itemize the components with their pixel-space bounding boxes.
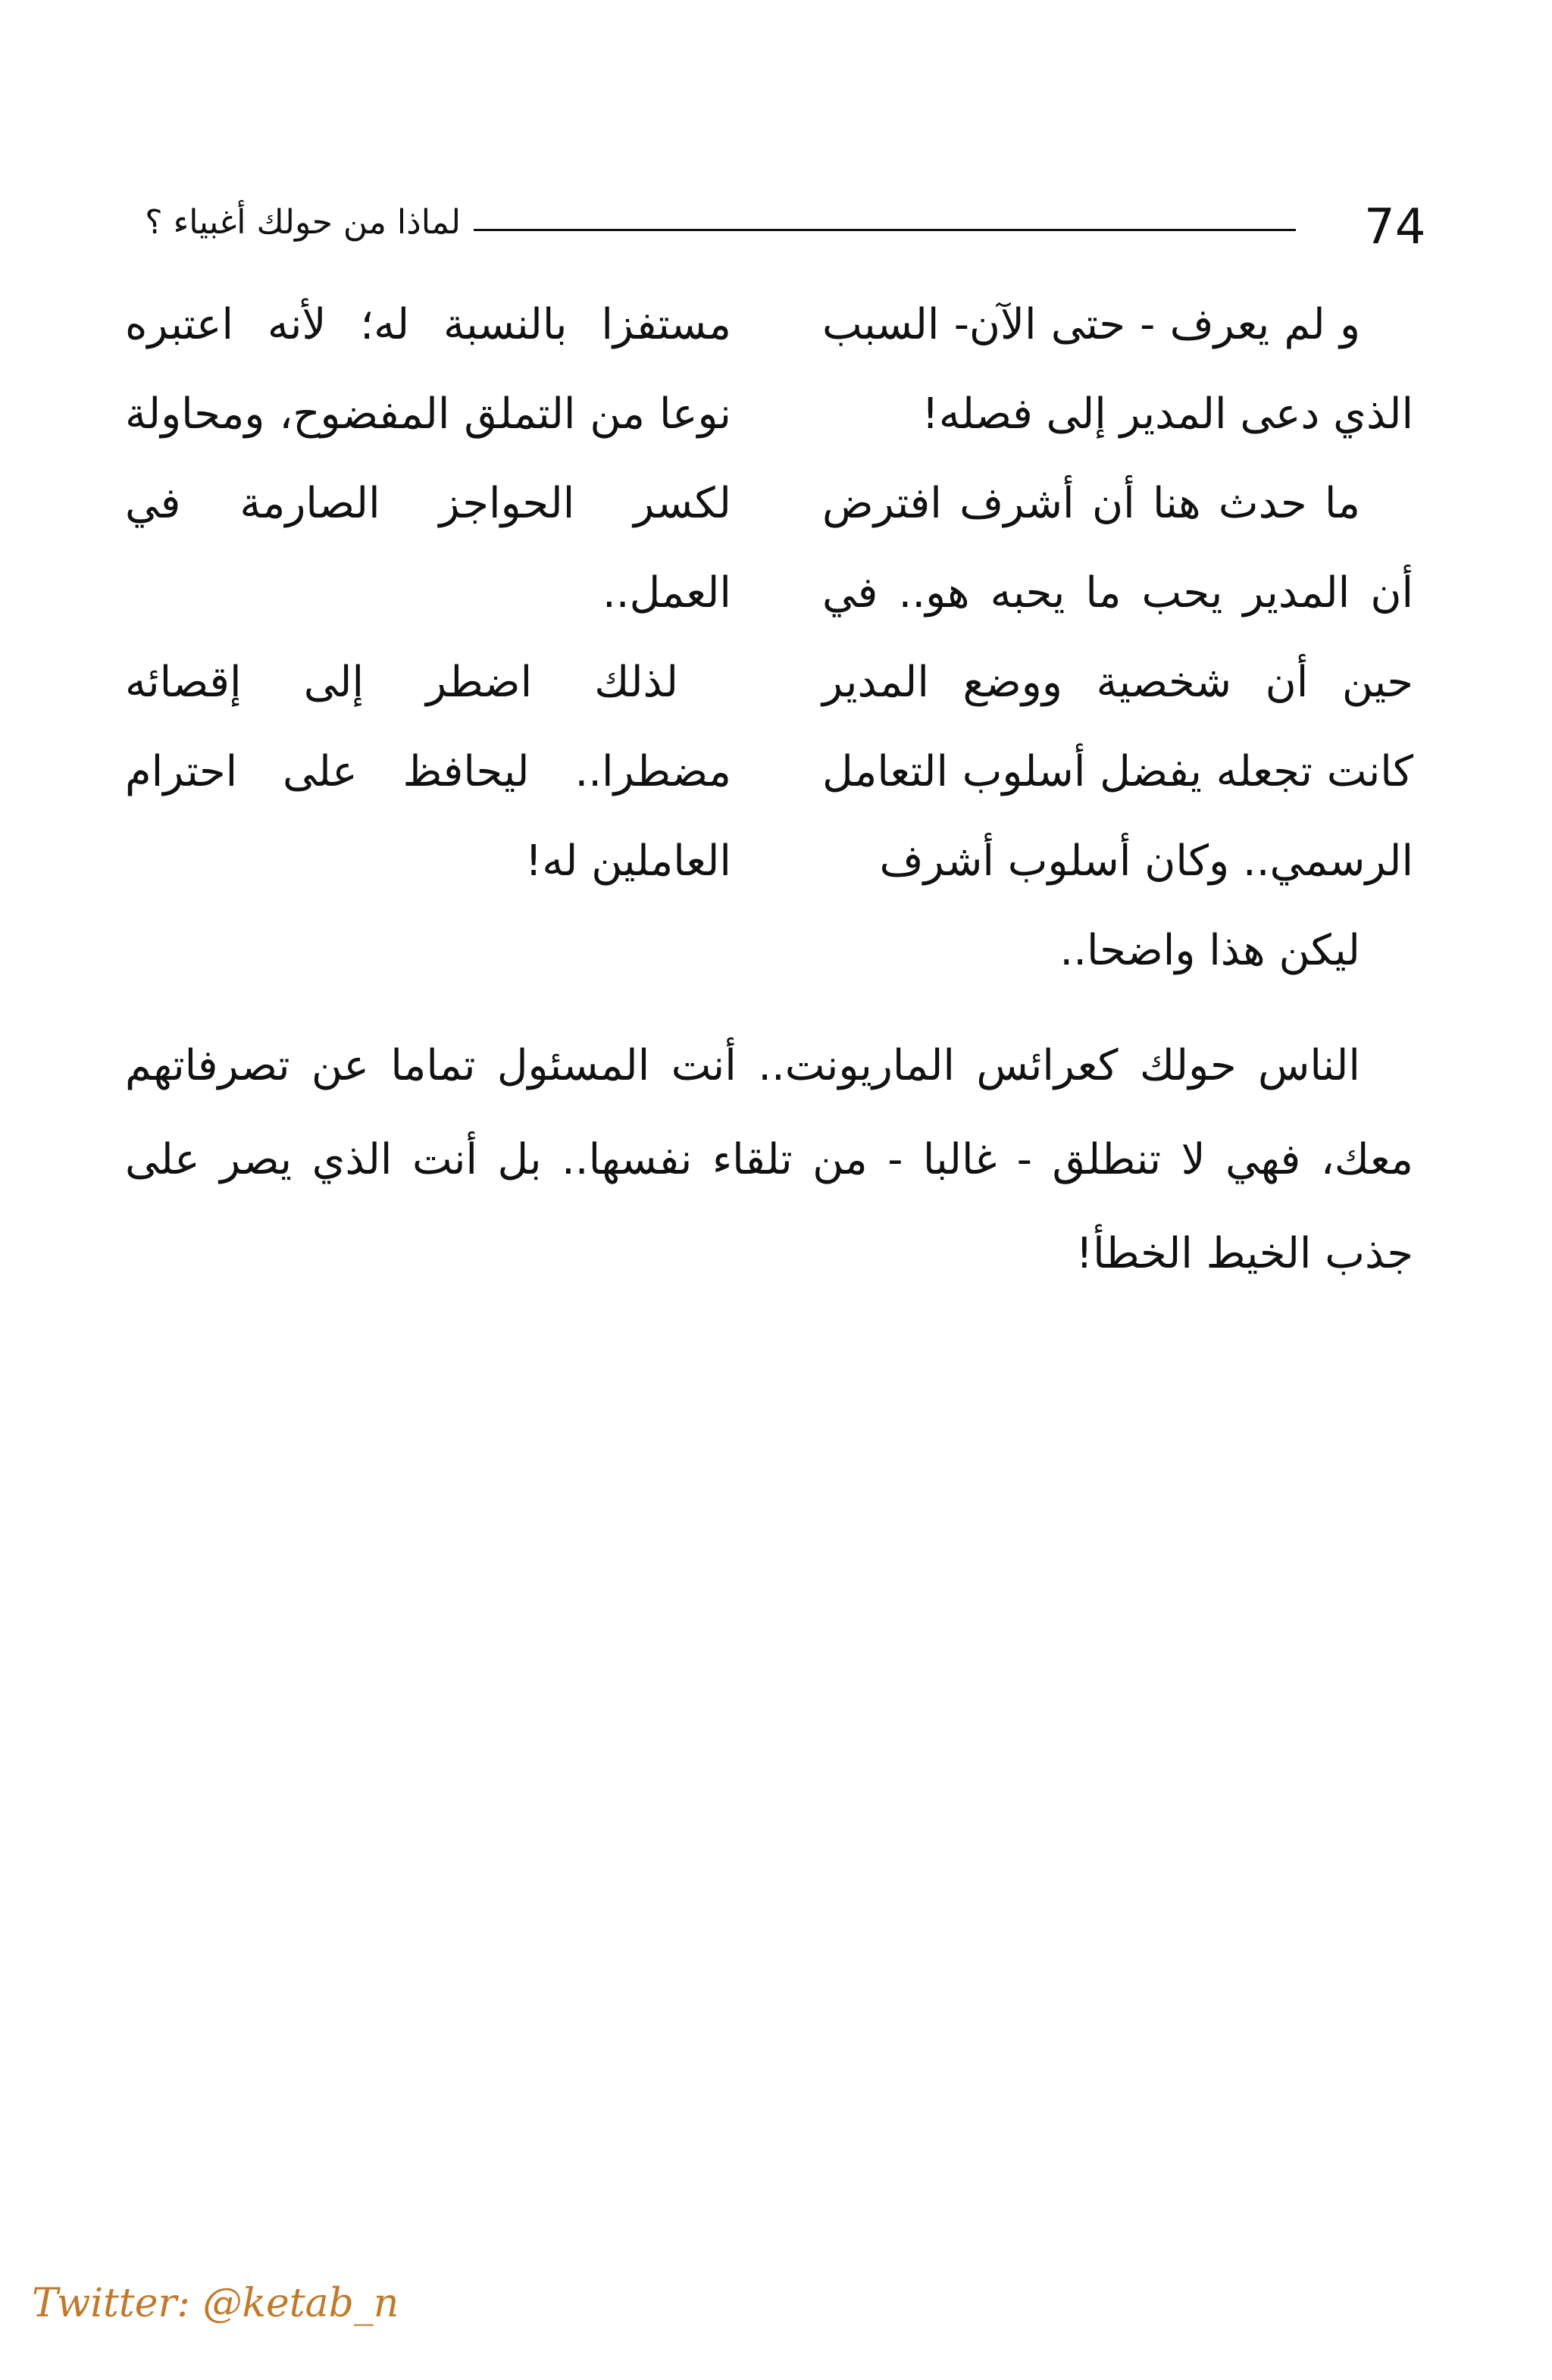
right-column bbox=[822, 280, 1413, 996]
left-column-paragraph-1: مستفزا بالنسبة له؛ لأنه اعتبره نوعا من التملق المفضوح، ومحاولة لكسر الحواجز الصارمة في العمل.. bbox=[125, 300, 731, 618]
left-column-paragraph-2: لذلك اضطر إلى إقصائه مضطرا.. ليحافظ على احترام العاملين له! bbox=[125, 658, 731, 886]
right-column-paragraph-2: ما حدث هنا أن أشرف افترض أن المدير يحب ما يحبه هو.. في حين أن شخصية ووضع المدير كانت تجعله يفضل أسلوب التعامل الرسمي.. وكان أسلوب أشرف bbox=[822, 479, 1413, 886]
body-text bbox=[125, 1019, 1413, 1301]
right-column-paragraph-3: ليكن هذا واضحا.. bbox=[1059, 926, 1360, 975]
page-number: 74 bbox=[1364, 199, 1426, 255]
running-title: لماذا من حولك أغبياء ؟ bbox=[145, 203, 461, 242]
body-paragraph-1: الناس حولك كعرائس الماريونت.. أنت المسئول تماما عن تصرفاتهم معك، فهي لا تنطلق - غالبا - من تلقاء نفسها.. بل أنت الذي يصر على جذب الخيط الخطأ! bbox=[125, 1041, 1413, 1278]
right-column-paragraph-1: و لم يعرف - حتى الآن- السبب الذي دعى المدير إلى فصله! bbox=[822, 300, 1413, 439]
header-rule bbox=[474, 229, 1296, 231]
watermark: Twitter: @ketab_n bbox=[32, 2281, 399, 2326]
left-column bbox=[125, 280, 731, 906]
